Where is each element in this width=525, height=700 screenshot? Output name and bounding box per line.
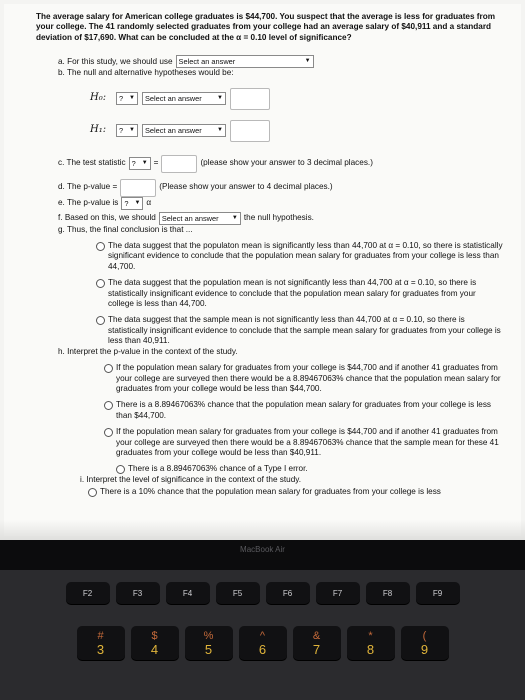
function-key-row [0,582,525,604]
question-panel [4,4,521,536]
decision-select[interactable]: Select an answer ▼ [159,212,241,225]
h1-operator-select[interactable]: Select an answer ▼ [142,124,226,137]
chevron-down-icon: ▼ [129,95,135,102]
interpretation-option[interactable]: If the population mean salary for graduates from your college is $44,700 and if another 41 graduates from your college are surveyed then there would be a 8.89467063% chance that the population mean salary for graduates from your college would be less than $44,700. [104,363,503,394]
key-8[interactable]: * 8 [347,626,395,660]
part-a [58,55,503,68]
screen-fade [0,520,525,540]
part-e-label: e. The p-value is [58,197,119,207]
f3-mission-control-key[interactable]: F3 [116,582,160,604]
pvalue-interpretation-options [36,363,503,475]
chevron-down-icon: ▼ [129,127,135,134]
part-i-label: i. Interpret the level of significance in the context of the study. [80,474,302,484]
key-4[interactable]: $ 4 [131,626,179,660]
null-hypothesis-row [90,87,503,111]
key-6[interactable]: ^ 6 [239,626,287,660]
p-value-compare-select[interactable]: ? ▼ [121,197,143,210]
radio-button[interactable] [116,465,125,474]
chevron-down-icon: ▼ [141,160,148,167]
part-a-label: a. For this study, we should use [58,56,173,66]
f6-keyboard-light-key[interactable]: F6 [266,582,310,604]
part-h-label: h. Interpret the p-value in the context of the study. [58,346,238,356]
part-c [58,155,503,173]
h1-parameter-select[interactable]: ? ▼ [116,124,138,137]
key-3[interactable]: # 3 [77,626,125,660]
h1-symbol: H₁: [90,124,107,136]
test-statistic-select[interactable]: ? ▼ [129,157,151,170]
keyboard [0,570,525,700]
part-g-label: g. Thus, the final conclusion is that ... [58,224,193,234]
test-statistic-input[interactable] [161,155,197,173]
chevron-down-icon: ▼ [134,199,141,206]
interpretation-option[interactable]: If the population mean salary for graduates from your college is $44,700 and if another 41 graduates from your college are surveyed then there would be a 8.89467063% chance that the sample mean for these 41 graduates from your college would be less than $40,911. [104,427,503,458]
f9-fast-forward-key[interactable]: F9 [416,582,460,604]
chevron-down-icon: ▼ [217,95,223,102]
part-f [58,212,503,225]
f8-play-pause-key[interactable]: F8 [366,582,410,604]
conclusion-options [36,241,503,347]
radio-button[interactable] [104,401,113,410]
interpretation-option[interactable]: There is a 8.89467063% chance that the population mean salary for graduates from your college is less than $44,700. [104,400,503,421]
interpretation-option[interactable]: There is a 8.89467063% chance of a Type I error. [116,464,503,474]
conclusion-option[interactable]: The data suggest that the sample mean is not significantly less than 44,700 at α = 0.10, so there is statistically insignificant evidence to conclude that the sample mean salary for graduates from your college is less than 40,911. [96,315,503,346]
radio-button[interactable] [96,316,105,325]
h1-value-input[interactable] [230,120,270,142]
question-intro: The average salary for American college graduates is $44,700. You suspect that the average is less for graduates from your college. The 41 randomly selected graduates from your college had an average salary of $40,911 and a standard deviation of $17,690. What can be concluded at the α = 0.10 level of significance? [36,12,495,42]
radio-button[interactable] [104,428,113,437]
chevron-down-icon: ▼ [231,214,238,221]
f5-keyboard-light-key[interactable]: F5 [216,582,260,604]
number-key-row [0,626,525,660]
p-value-input[interactable] [120,179,156,197]
device-brand-label: MacBook Air [240,545,285,554]
radio-button[interactable] [96,279,105,288]
key-9[interactable]: ( 9 [401,626,449,660]
key-7[interactable]: & 7 [293,626,341,660]
part-e [58,197,503,210]
h0-value-input[interactable] [230,88,270,110]
conclusion-option[interactable]: The data suggest that the populaton mean is significantly less than 44,700 at α = 0.10, so there is statistically significant evidence to conclude that the population mean salary for graduates from your college is less than 44,700. [96,241,503,272]
radio-button[interactable] [104,364,113,373]
radio-button[interactable] [88,488,97,497]
f4-launchpad-key[interactable]: F4 [166,582,210,604]
h0-symbol: H₀: [90,92,107,104]
h0-parameter-select[interactable]: ? ▼ [116,92,138,105]
alt-hypothesis-row [90,119,503,143]
significance-option[interactable]: There is a 10% chance that the population mean salary for graduates from your college is less [88,487,503,497]
f7-rewind-key[interactable]: F7 [316,582,360,604]
part-b-label: b. The null and alternative hypotheses would be: [58,68,234,78]
conclusion-option[interactable]: The data suggest that the population mean is not significantly less than 44,700 at α = 0.10, so there is statistically insignificant evidence to conclude that the population mean salary for graduates from your college is less than 44,700. [96,278,503,309]
key-5[interactable]: % 5 [185,626,233,660]
part-d-label: d. The p-value = [58,182,118,192]
equals-sign: = [153,158,159,168]
part-f-after: the null hypothesis. [243,212,314,222]
study-type-select[interactable]: Select an answer ▼ [176,55,314,68]
alpha-symbol: α [146,197,152,207]
radio-button[interactable] [96,242,105,251]
part-d-note: (Please show your answer to 4 decimal places.) [159,182,333,192]
h0-operator-select[interactable]: Select an answer ▼ [142,92,226,105]
part-c-label: c. The test statistic [58,158,126,168]
chevron-down-icon: ▼ [217,127,223,134]
part-f-label: f. Based on this, we should [58,212,156,222]
f2-key[interactable]: F2 [66,582,110,604]
part-c-note: (please show your answer to 3 decimal places.) [200,158,373,168]
part-d [58,179,503,197]
chevron-down-icon: ▼ [304,58,311,65]
